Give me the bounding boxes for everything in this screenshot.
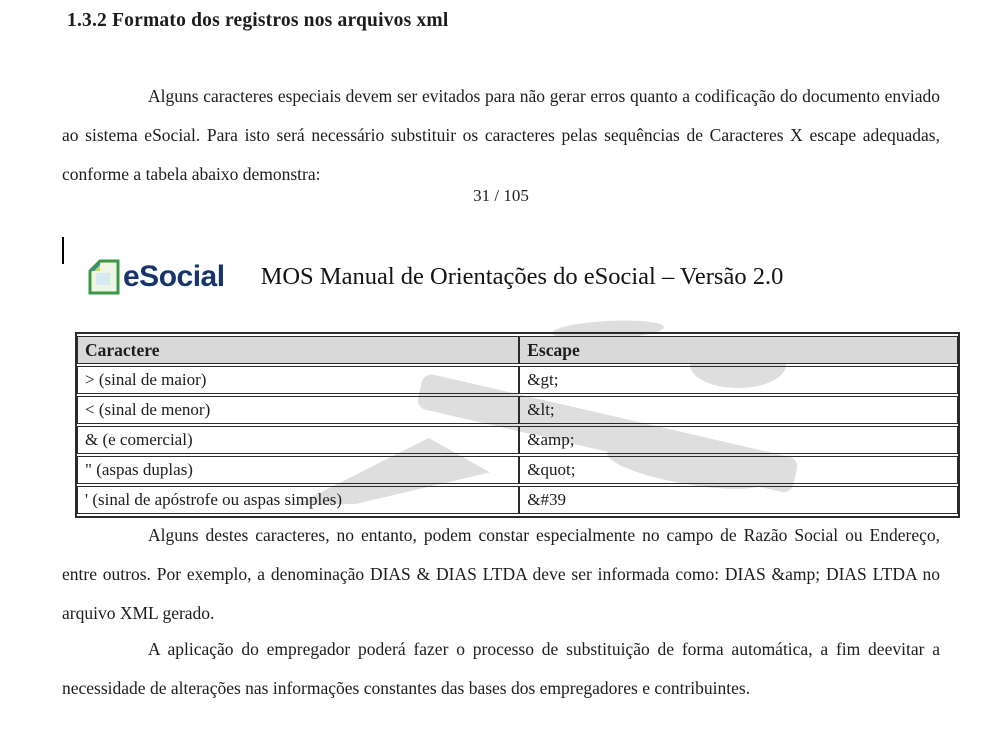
table-row	[77, 426, 958, 454]
table-header-row	[77, 336, 958, 364]
escape-cell: &lt;	[519, 396, 958, 424]
table-row	[77, 396, 958, 424]
esocial-page-icon	[86, 257, 122, 297]
caractere-cell: " (aspas duplas)	[77, 456, 519, 484]
manual-title: MOS Manual de Orientações do eSocial – Versão 2.0	[260, 263, 784, 290]
text-cursor	[62, 237, 64, 264]
table-row	[77, 456, 958, 484]
page-number: 31 / 105	[473, 186, 529, 205]
column-header-caractere: Caractere	[77, 336, 519, 364]
esocial-logo	[86, 257, 225, 297]
caractere-cell: < (sinal de menor)	[77, 396, 519, 424]
paragraph-razao-social: Alguns destes caracteres, no entanto, podem constar especialmente no campo de Razão Social ou Endereço, entre outros. Por exemplo, a denominação DIAS & DIAS LTDA deve ser informada como: DIAS &amp; DIAS LTDA no arquivo XML gerado.	[62, 525, 940, 623]
column-header-escape: Escape	[519, 336, 958, 364]
caractere-cell: & (e comercial)	[77, 426, 519, 454]
table-row	[77, 486, 958, 514]
section-heading: 1.3.2 Formato dos registros nos arquivos xml	[67, 10, 449, 31]
caractere-cell: > (sinal de maior)	[77, 366, 519, 394]
escape-cell: &amp;	[519, 426, 958, 454]
paragraph-intro: Alguns caracteres especiais devem ser evitados para não gerar erros quanto a codificação do documento enviado ao sistema eSocial. Para isto será necessário substituir os caracteres pelas sequências de Caracteres X escape adequadas, conforme a tabela abaixo demonstra:	[62, 86, 940, 184]
caractere-cell: ' (sinal de apóstrofe ou aspas simples)	[77, 486, 519, 514]
manual-page-header	[86, 254, 783, 300]
escape-characters-table	[75, 332, 960, 518]
paragraph-aplicacao: A aplicação do empregador poderá fazer o processo de substituição de forma automática, a fim deevitar a necessidade de alterações nas informações constantes das bases dos empregadores e contribuintes.	[62, 639, 940, 698]
table-row	[77, 366, 958, 394]
escape-cell: &gt;	[519, 366, 958, 394]
escape-cell: &quot;	[519, 456, 958, 484]
escape-cell: &#39	[519, 486, 958, 514]
esocial-logo-text: eSocial	[123, 260, 225, 293]
